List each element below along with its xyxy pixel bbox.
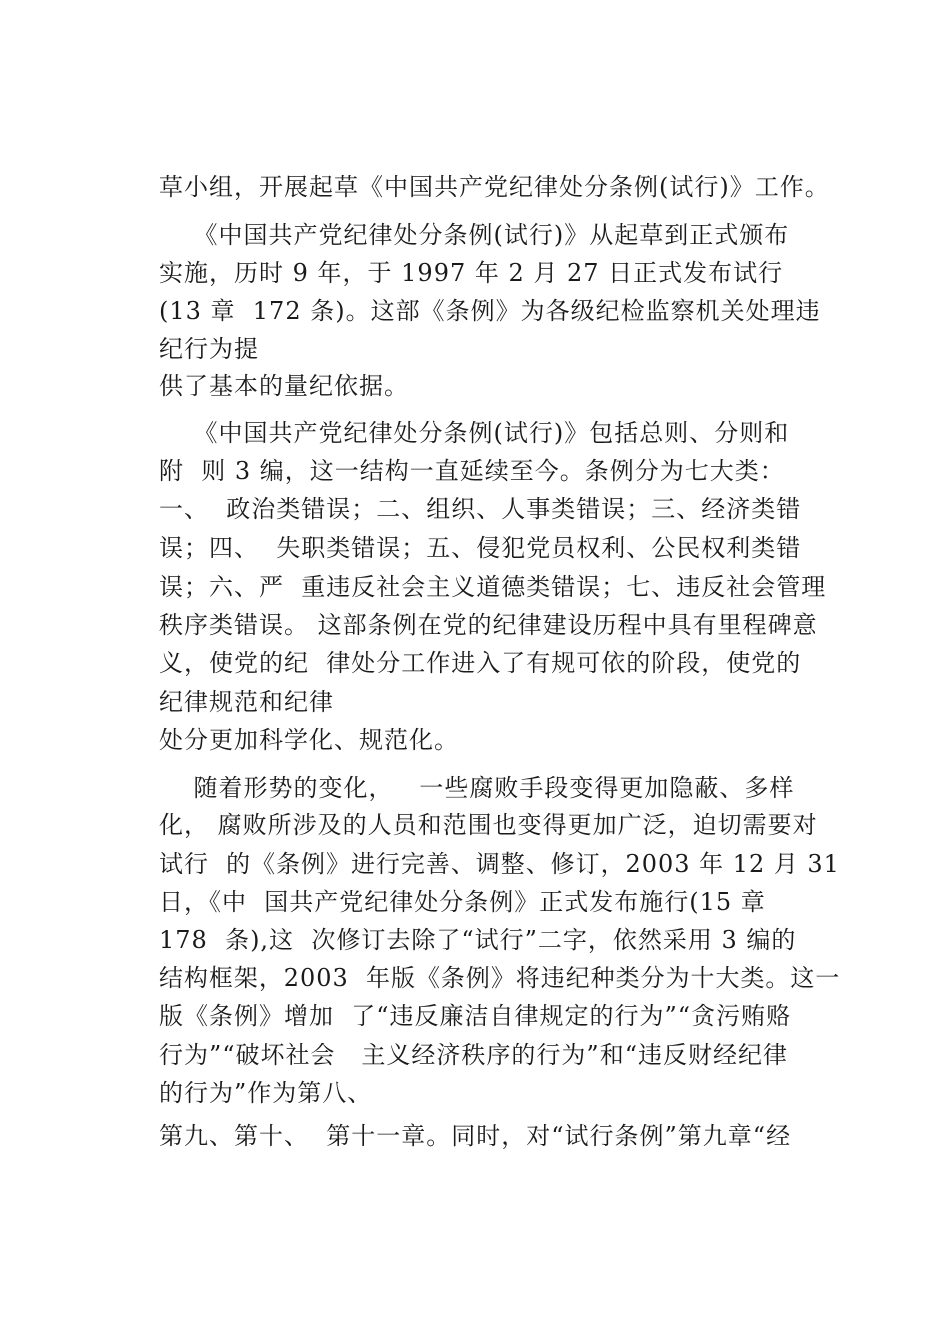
text-line: 《中国共产党纪律处分条例(试行)》包括总则、分则和: [159, 419, 790, 447]
text-line: 的行为”作为第八、: [159, 1079, 373, 1107]
text-line: 误；四、 失职类错误；五、侵犯党员权利、公民权利类错: [159, 534, 802, 562]
text-line: 版《条例》增加 了“违反廉洁自律规定的行为”“贪污贿赂: [159, 1002, 792, 1030]
text-line: 秩序类错误。 这部条例在党的纪律建设历程中具有里程碑意: [159, 611, 818, 639]
text-line: 附 则 3 编，这一结构一直延续至今。条例分为七大类：: [159, 457, 785, 485]
text-line: 处分更加科学化、规范化。: [159, 726, 459, 754]
text-line: 行为”“破坏社会 主义经济秩序的行为”和“违反财经纪律: [159, 1041, 788, 1069]
text-line: 一、 政治类错误；二、组织、人事类错误；三、经济类错: [159, 495, 802, 523]
text-line: 第九、第十、 第十一章。同时，对“试行条例”第九章“经: [159, 1122, 792, 1150]
text-line: 误；六、严 重违反社会主义道德类错误；七、违反社会管理: [159, 573, 827, 601]
text-line: 随着形势的变化， 一些腐败手段变得更加隐蔽、多样: [159, 774, 795, 802]
text-line: 供了基本的量纪依据。: [159, 372, 409, 400]
text-line: 化， 腐败所涉及的人员和范围也变得更加广泛，迫切需要对: [159, 811, 818, 839]
text-line: 草小组，开展起草《中国共产党纪律处分条例(试行)》工作。: [159, 173, 830, 201]
text-line: 日，《中 国共产党纪律处分条例》正式发布施行(15 章: [159, 888, 766, 916]
text-line: 试行 的《条例》进行完善、调整、修订，2003 年 12 月 31: [159, 850, 840, 878]
text-line: 《中国共产党纪律处分条例(试行)》从起草到正式颁布: [159, 221, 790, 249]
text-line: (13 章 172 条)。这部《条例》为各级纪检监察机关处理违: [159, 297, 821, 325]
text-line: 纪行为提: [159, 335, 259, 363]
text-line: 178 条),这 次修订去除了“试行”二字，依然采用 3 编的: [159, 926, 797, 954]
text-line: 实施，历时 9 年，于 1997 年 2 月 27 日正式发布试行: [159, 259, 784, 287]
text-line: 义，使党的纪 律处分工作进入了有规可依的阶段，使党的: [159, 649, 802, 677]
text-line: 结构框架，2003 年版《条例》将违纪种类分为十大类。这一: [159, 964, 841, 992]
text-line: 纪律规范和纪律: [159, 688, 334, 716]
